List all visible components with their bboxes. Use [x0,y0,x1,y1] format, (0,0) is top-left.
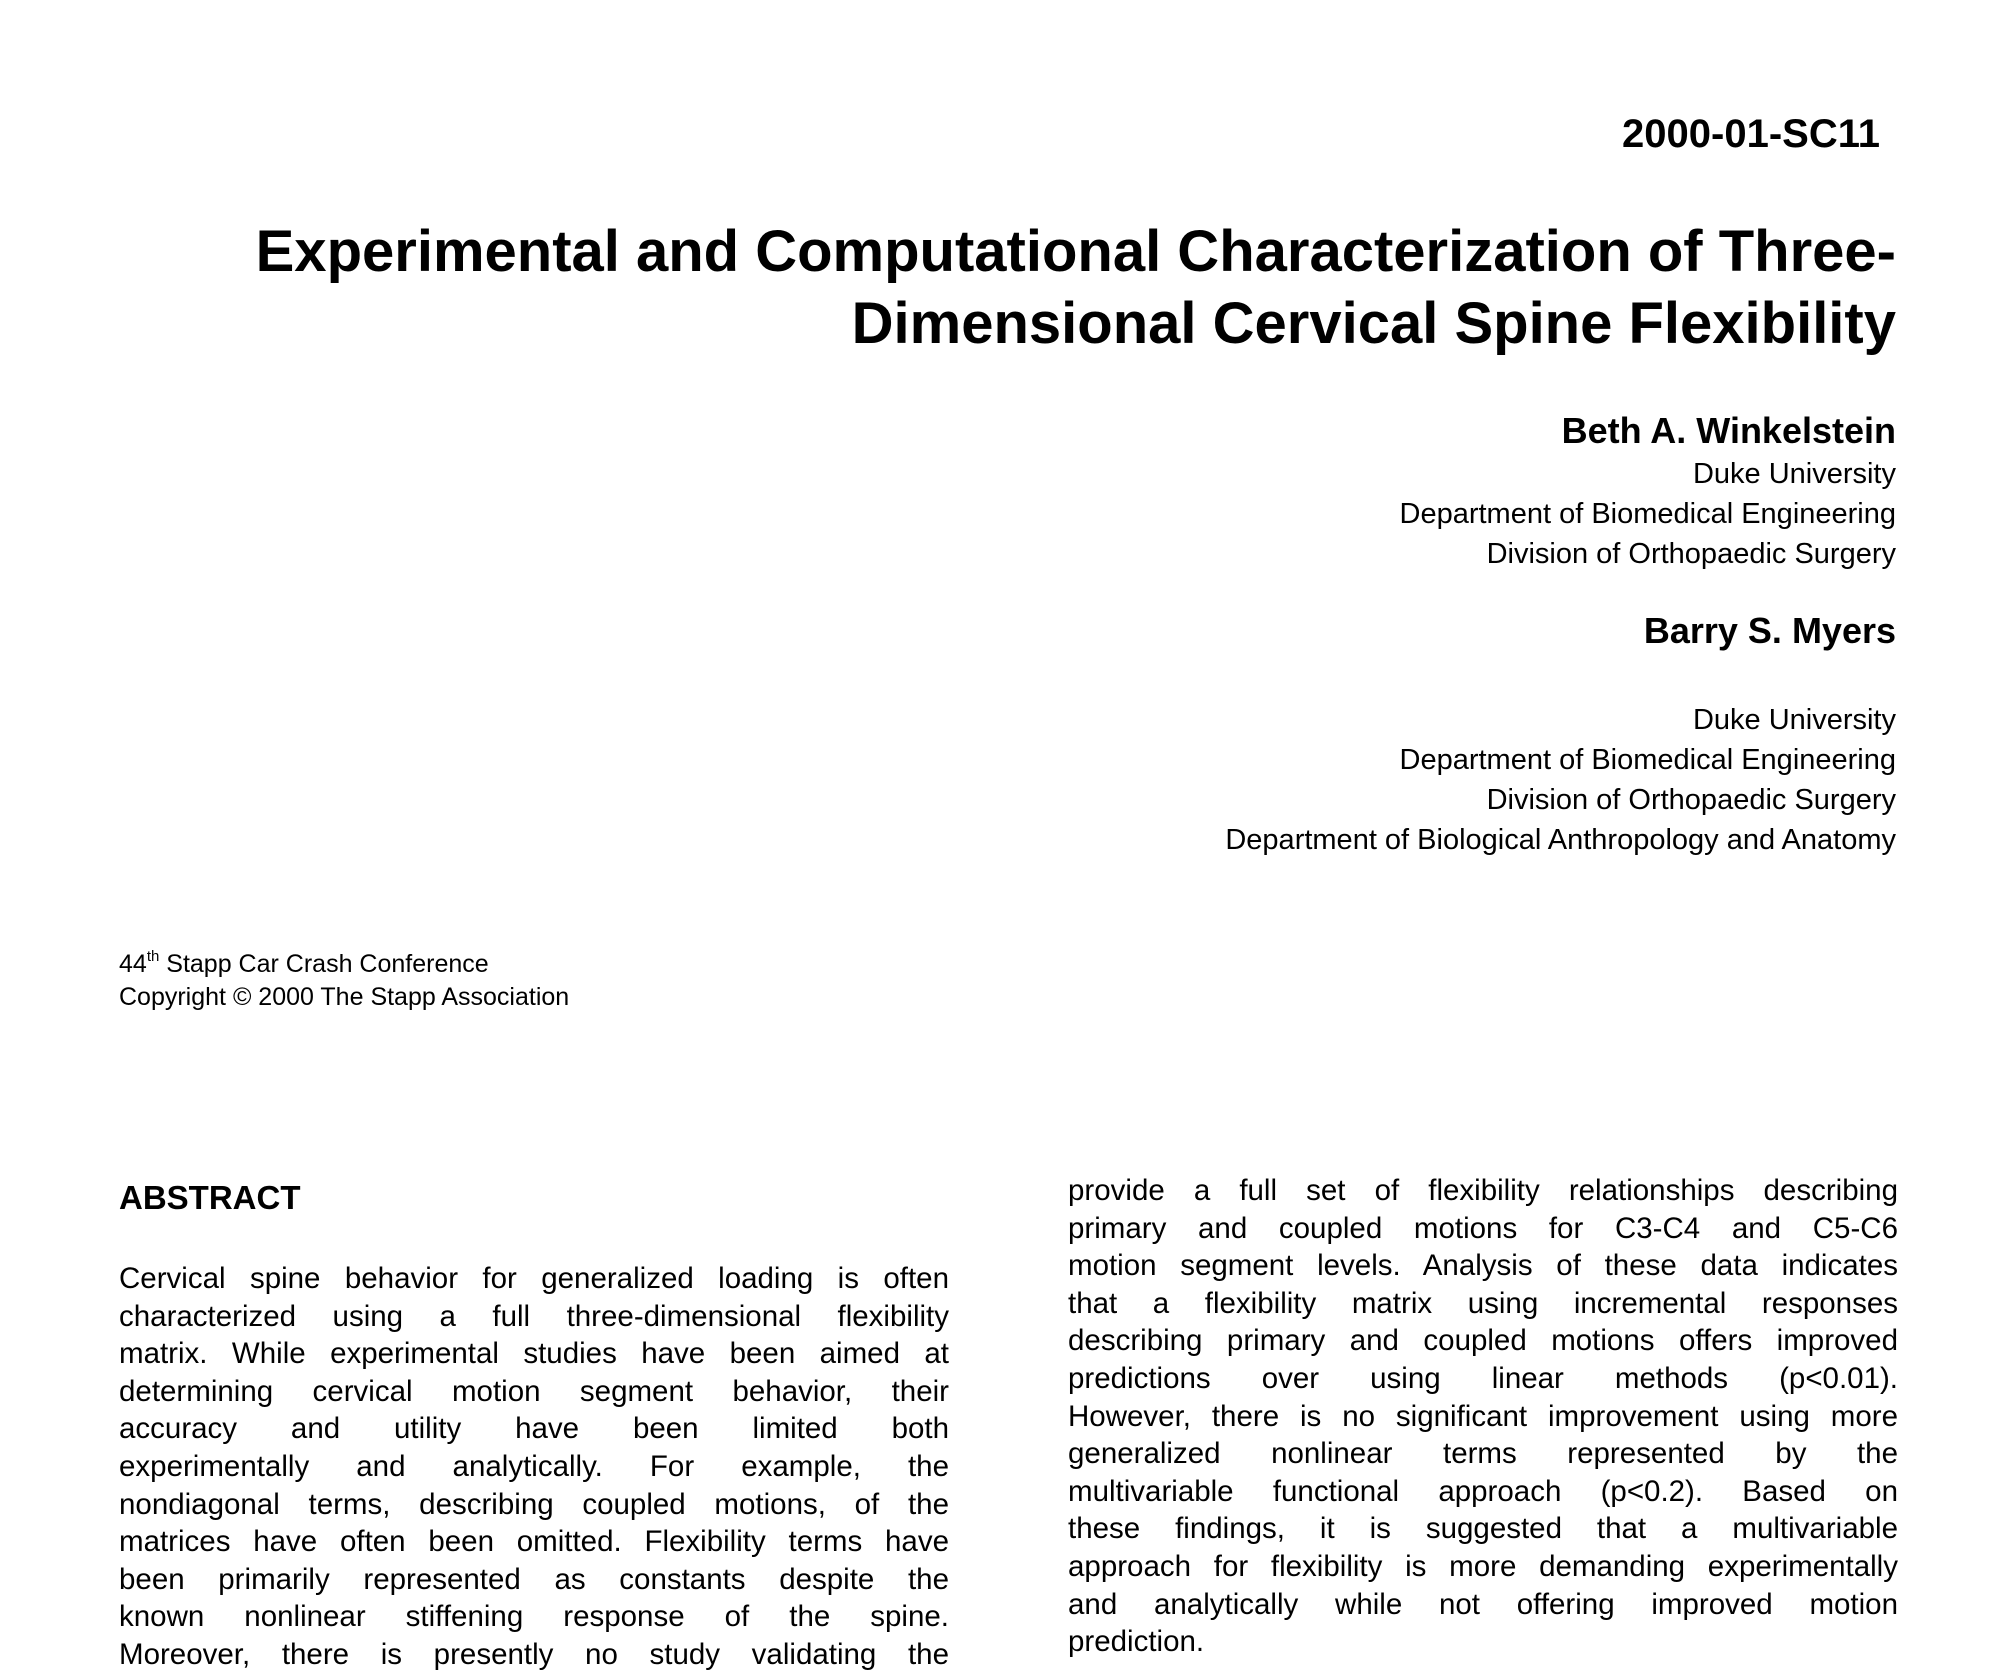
abstract-left-text [119,1260,949,1674]
abstract-line: motion segment levels. Analysis of these data indicates [1068,1249,1898,1283]
abstract-line: that a flexibility matrix using incremental responses [1068,1286,1898,1320]
left-column [119,1172,949,1674]
affiliation-list [796,700,1896,860]
conference-title: Stapp Car Crash Conference [159,950,489,978]
abstract-line: been primarily represented as constants despite the [119,1562,949,1596]
affiliation: Department of Biological Anthropology and Anatomy [1225,824,1896,856]
abstract-line: prediction. [1068,1625,1205,1659]
affiliation: Department of Biomedical Engineering [1399,744,1896,776]
author-block [796,408,1896,894]
abstract-line: experimentally and analytically. For example, the [119,1449,949,1483]
title-line-1: Experimental and Computational Characterization of Three- [255,219,1896,284]
abstract-line: accuracy and utility have been limited both [119,1412,949,1446]
abstract-line: multivariable functional approach (p<0.2). Based on [1068,1474,1898,1508]
affiliation: Duke University [1692,704,1896,736]
affiliation-list [796,454,1896,574]
abstract-line: generalized nonlinear terms represented by the [1068,1437,1898,1471]
abstract-line: known nonlinear stiffening response of the spine. [119,1600,949,1634]
conference-info [119,948,569,1014]
author-2 [796,608,1896,860]
abstract-line: Moreover, there is presently no study validating the [119,1637,949,1671]
copyright-notice: Copyright © 2000 The Stapp Association [119,983,570,1011]
abstract-line: predictions over using linear methods (p<0.01). [1068,1361,1898,1395]
right-column [1068,1172,1898,1661]
abstract-line: and analytically while not offering improved motion [1068,1587,1898,1621]
author-name: Barry S. Myers [1643,610,1896,651]
abstract-line: describing primary and coupled motions offers improved [1068,1324,1898,1358]
author-name: Beth A. Winkelstein [1561,410,1896,451]
paper-title [76,216,1896,360]
conference-number: 44 [119,950,147,978]
conference-number-suffix: th [146,947,160,965]
abstract-line: primary and coupled motions for C3-C4 and C5-C6 [1068,1211,1898,1245]
abstract-line: approach for flexibility is more demanding experimentally [1068,1549,1898,1583]
abstract-line: matrices have often been omitted. Flexibility terms have [119,1525,949,1559]
affiliation: Duke University [1692,458,1896,490]
affiliation: Department of Biomedical Engineering [1399,498,1896,530]
abstract-right-text [1068,1172,1898,1661]
author-1 [796,408,1896,574]
abstract-line: provide a full set of flexibility relationships describing [1068,1174,1898,1207]
abstract-line: characterized using a full three-dimensional flexibility [119,1299,949,1333]
affiliation: Division of Orthopaedic Surgery [1486,538,1896,570]
paper-id: 2000-01-SC11 [1622,112,1880,156]
conference-name [119,948,569,981]
title-line-2: Dimensional Cervical Spine Flexibility [851,291,1896,356]
abstract-line: determining cervical motion segment behavior, their [119,1374,949,1408]
abstract-line: However, there is no significant improvement using more [1068,1399,1898,1433]
abstract-heading: ABSTRACT [119,1179,301,1216]
abstract-line: nondiagonal terms, describing coupled motions, of the [119,1487,949,1521]
abstract-line: Cervical spine behavior for generalized loading is often [119,1262,949,1295]
abstract-line: these findings, it is suggested that a multivariable [1068,1512,1898,1546]
abstract-line: matrix. While experimental studies have been aimed at [119,1337,949,1371]
affiliation: Division of Orthopaedic Surgery [1486,784,1896,816]
